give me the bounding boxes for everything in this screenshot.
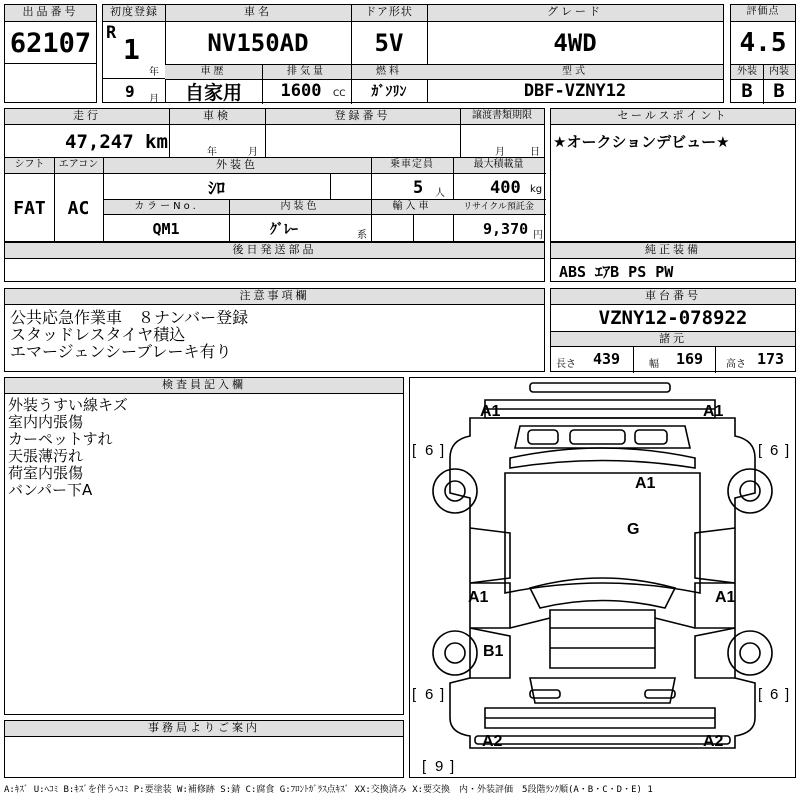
mark-a2-left: A2 (482, 733, 503, 750)
month-unit: 月 (149, 94, 159, 105)
mark-a1-top-right: A1 (703, 403, 724, 420)
note-line: スタッドレスタイヤ積込 (10, 325, 186, 344)
spare-tire: 9 (435, 758, 444, 775)
history-header: 車歴 (165, 65, 262, 79)
transfer-day-unit: 日 (530, 147, 540, 158)
main-info-box (102, 4, 724, 103)
sales-point-box (550, 108, 796, 242)
color-no-header: カラーNo. (104, 200, 229, 214)
office-header: 事務局よりご案内 (5, 721, 403, 736)
car-outline (410, 378, 795, 777)
aircon-header: エアコン (54, 158, 103, 173)
door-value: 5V (374, 29, 404, 57)
lot-box (4, 4, 97, 103)
note-line: エマージェンシーブレーキ有り (10, 342, 232, 361)
svg-text:]: ] (450, 758, 455, 775)
cc-unit: CC (333, 89, 346, 99)
mileage-value: 47,247 (65, 131, 134, 153)
yen-unit: 円 (533, 230, 543, 241)
shift-value: FAT (13, 198, 46, 219)
door-header: ドア形状 (351, 5, 427, 21)
inspection-year-unit: 年 (207, 147, 217, 158)
svg-text:]: ] (440, 442, 445, 459)
reg-month: 9 (125, 82, 135, 101)
reg-no-header: 登録番号 (265, 109, 460, 124)
interior-header: 内装 (763, 65, 795, 79)
length-label: 長さ (556, 359, 576, 370)
exterior-score: B (741, 80, 753, 102)
model-code-header: 型式 (427, 65, 723, 79)
office-box (4, 720, 404, 778)
max-load-header: 最大積載量 (453, 158, 544, 173)
chassis-header: 車台番号 (551, 289, 795, 304)
tire-rear-left: 6 (425, 686, 434, 703)
mileage-header: 走行 (5, 109, 169, 124)
tire-front-right: 6 (770, 442, 779, 459)
notes-header: 注意事項欄 (5, 289, 544, 304)
car-name-header: 車名 (165, 5, 351, 21)
fuel-header: 燃料 (351, 65, 427, 79)
ext-color-value: ｼﾛ (208, 179, 225, 199)
max-load-value: 400 (490, 178, 521, 198)
mark-a2-right: A2 (703, 733, 724, 750)
history-value: 自家用 (184, 81, 242, 104)
mark-a1-roof: A1 (635, 475, 656, 492)
reg-year: 1 (123, 33, 140, 66)
score-box (730, 4, 796, 103)
era-letter: R (106, 23, 117, 43)
height-label: 高さ (726, 359, 746, 370)
year-unit: 年 (149, 67, 159, 78)
height-value: 173 (757, 350, 785, 368)
detail-box (4, 108, 545, 242)
transfer-header: 譲渡書類期限 (460, 109, 544, 124)
recycle-value: 9,370 (483, 220, 529, 238)
inspector-note: バンパー下A (8, 481, 93, 499)
displacement-header: 排気量 (262, 65, 351, 79)
persons-unit: 人 (435, 188, 445, 199)
color-no-value: QM1 (152, 219, 180, 238)
lot-number: 62107 (9, 27, 92, 59)
mark-a1-mid-right: A1 (715, 589, 736, 606)
inspector-note: 天張薄汚れ (8, 447, 84, 465)
sales-point-header: セールスポイント (551, 109, 795, 124)
car-name-value: NV150AD (207, 29, 309, 57)
svg-text:[: [ (412, 442, 417, 459)
shift-header: シフト (5, 158, 54, 173)
displacement-value: 1600 (280, 81, 322, 101)
svg-text:]: ] (785, 686, 790, 703)
mark-a1-mid-left: A1 (468, 589, 489, 606)
mark-a1-top-left: A1 (480, 403, 501, 420)
import-header: 輸入車 (371, 200, 453, 214)
svg-text:[: [ (758, 442, 763, 459)
interior-score: B (773, 80, 785, 102)
capacity-value: 5 (413, 178, 424, 198)
transfer-month-unit: 月 (495, 147, 505, 158)
equipment-box (550, 242, 796, 282)
inspector-note: 室内内張傷 (8, 413, 84, 431)
score-value: 4.5 (739, 28, 787, 58)
int-color-value: ｸﾞﾚｰ (270, 221, 298, 238)
specs-header: 諸元 (551, 332, 795, 346)
ext-color-header: 外装色 (103, 158, 371, 173)
kg-unit: kg (530, 184, 543, 195)
km-unit: km (145, 131, 168, 153)
kei-unit: 系 (357, 230, 367, 241)
inspector-note: 外装うすい線キズ (8, 396, 128, 414)
chassis-box (550, 288, 796, 372)
svg-text:[: [ (422, 758, 427, 775)
int-color-header: 内装色 (229, 200, 371, 214)
legend-text: A:ｷｽﾞ U:ﾍｺﾐ B:ｷｽﾞを伴うﾍｺﾐ P:要塗装 W:補修跡 S:錆 C:腐食 G:ﾌﾛﾝﾄｶﾞﾗｽ点ｷｽﾞ XX:交換済み X:要交換 内・外装評価 5段階ﾗﾝｸ順(A・B・C・D・E) 1 (4, 785, 653, 795)
later-parts-box (4, 242, 545, 282)
length-value: 439 (593, 350, 621, 368)
score-header: 評価点 (731, 5, 795, 21)
mark-g-glass: G (627, 521, 640, 538)
aircon-value: AC (67, 198, 90, 219)
inspector-note: カーペットすれ (8, 430, 113, 448)
svg-text:[: [ (758, 686, 763, 703)
note-line: 公共応急作業車 ８ナンバー登録 (10, 308, 249, 327)
capacity-header: 乗車定員 (371, 158, 453, 173)
recycle-header: リサイクル預託金 (453, 200, 544, 214)
svg-text:[: [ (412, 686, 417, 703)
equipment-value: ABS ｴｱB PS PW (559, 263, 674, 281)
inspector-note: 荷室内張傷 (8, 464, 84, 482)
inspector-box (4, 377, 404, 715)
inspection-month-unit: 月 (248, 147, 258, 158)
exterior-header: 外装 (731, 65, 763, 79)
width-label: 幅 (649, 359, 659, 370)
tire-front-left: 6 (425, 442, 434, 459)
chassis-value: VZNY12-078922 (598, 307, 748, 329)
car-diagram (409, 377, 796, 778)
width-value: 169 (676, 350, 704, 368)
svg-text:]: ] (440, 686, 445, 703)
tire-rear-right: 6 (770, 686, 779, 703)
equipment-header: 純正装備 (551, 243, 795, 258)
later-parts-header: 後日発送部品 (5, 243, 544, 258)
grade-header: グレード (427, 5, 723, 21)
first-reg-header: 初度登録 (103, 5, 165, 21)
model-code-value: DBF-VZNY12 (523, 81, 627, 101)
lot-header: 出品番号 (5, 5, 96, 21)
sales-point-value: ★オークションデビュー★ (553, 133, 730, 151)
inspection-header: 車検 (169, 109, 265, 124)
grade-value: 4WD (553, 29, 597, 57)
notes-box (4, 288, 545, 372)
inspector-header: 検査員記入欄 (5, 378, 403, 393)
svg-text:]: ] (785, 442, 790, 459)
mark-b1: B1 (483, 643, 504, 660)
fuel-value: ｶﾞｿﾘﾝ (371, 84, 407, 100)
